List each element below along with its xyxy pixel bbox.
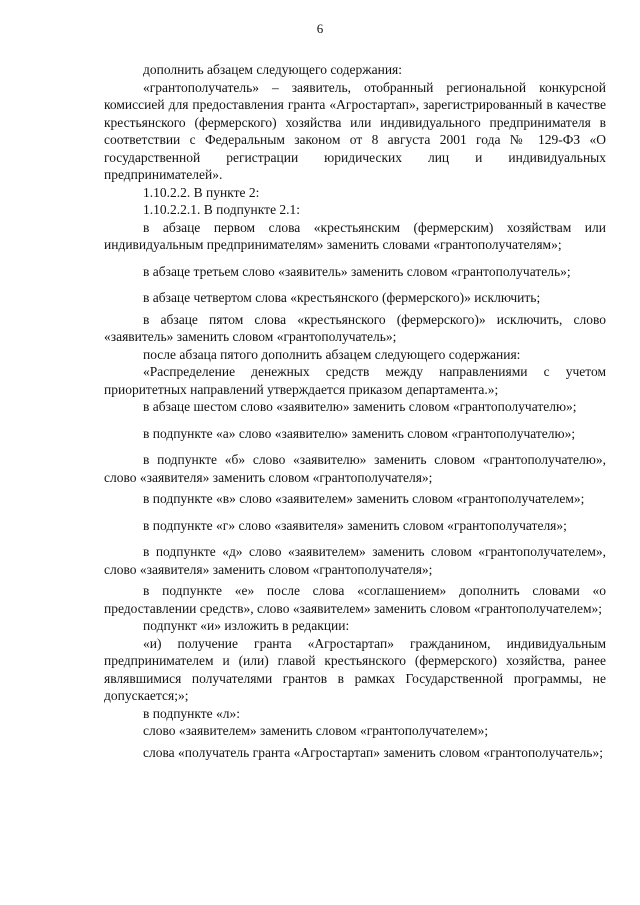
paragraph-19: «и) получение гранта «Агростартап» гражданином, индивидуальным предпринимателем и (или) главой крестьянского (фермерского) хозяйства, ранее являвшимися получателями грантов в рамках Государственной программы, не допускается;»; [104,635,606,703]
paragraph-13: в подпункте «б» слово «заявителю» заменить словом «грантополучателю», слово «заявителя» заменить словом «грантополучателя»; [104,452,606,485]
paragraph-15: в подпункте «г» слово «заявителя» заменить словом «грантополучателя»; [143,517,567,533]
paragraph-6: в абзаце третьем слово «заявитель» заменить словом «грантополучатель»; [143,263,571,279]
paragraph-21: слово «заявителем» заменить словом «грантополучателем»; [143,723,489,738]
paragraph-11: в абзаце шестом слово «заявителю» заменить словом «грантополучателю»; [143,399,577,414]
paragraph-9: после абзаца пятого дополнить абзацем следующего содержания: [143,346,521,362]
paragraph-7: в абзаце четвертом слова «крестьянского (фермерского)» исключить; [143,290,541,305]
paragraph-5: в абзаце первом слова «крестьянским (фермерским) хозяйствам или индивидуальным предпринимателям» заменить словами «грантополучателям»; [104,219,606,252]
page-number: 6 [316,21,324,36]
paragraph-14: в подпункте «в» слово «заявителем» заменить словом «грантополучателем»; [143,491,585,506]
paragraph-1: дополнить абзацем следующего содержания: [143,62,403,77]
paragraph-17: в подпункте «е» после слова «соглашением» дополнить словами «о предоставлении средств», слово «заявителем» заменить словом «грантополучателем»; [104,583,606,616]
document-body [104,61,606,761]
paragraph-12: в подпункте «а» слово «заявителю» заменить словом «грантополучателю»; [143,425,576,441]
paragraph-20: в подпункте «л»: [143,705,241,721]
paragraph-2: «грантополучатель» – заявитель, отобранный региональной конкурсной комиссией для предоставления гранта «Агростартап», зарегистрированный в качестве крестьянского (фермерского) хозяйства или индивидуального предпринимателя в соответствии с Федеральным законом от 8 августа 2001 года № 129-ФЗ «О государственной регистрации юридических лиц и индивидуальных предпринимателей». [104,79,606,182]
paragraph-16: в подпункте «д» слово «заявителем» заменить словом «грантополучателем», слово «заявителя» заменить словом «грантополучателя»; [104,544,606,577]
paragraph-18: подпункт «и» изложить в редакции: [143,618,350,633]
paragraph-3: 1.10.2.2. В пункте 2: [143,184,260,200]
paragraph-10: «Распределение денежных средств между направлениями с учетом приоритетных направлений утверждается приказом департамента.»; [104,364,606,397]
paragraph-8: в абзаце пятом слова «крестьянского (фермерского)» исключить, слово «заявитель» заменить словом «грантополучатель»; [104,311,606,344]
paragraph-4: 1.10.2.2.1. В подпункте 2.1: [143,202,301,217]
paragraph-22: слова «получатель гранта «Агростартап» заменить словом «грантополучатель»; [143,744,603,760]
